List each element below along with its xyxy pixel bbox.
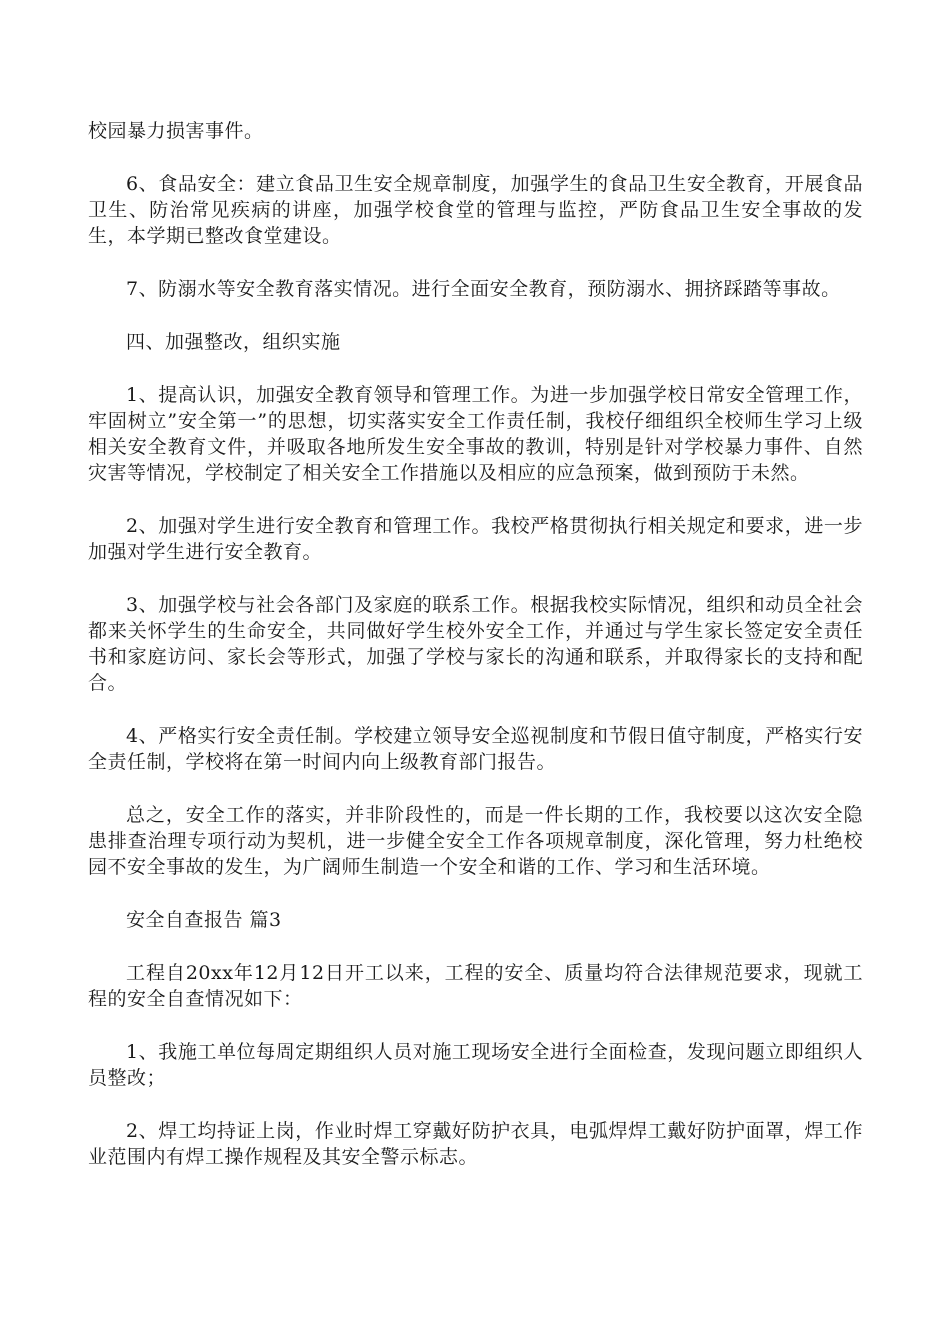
paragraph-inspection-item-1: 1、我施工单位每周定期组织人员对施工现场安全进行全面检查，发现问题立即组织人员整改；: [88, 1041, 863, 1089]
paragraph-inspection-item-2: 2、焊工均持证上岗，作业时焊工穿戴好防护衣具，电弧焊焊工戴好防护面罩，焊工作业范围内有焊工操作规程及其安全警示标志。: [88, 1120, 863, 1168]
paragraph-item-4: 4、严格实行安全责任制。学校建立领导安全巡视制度和节假日值守制度，严格实行安全责任制，学校将在第一时间内向上级教育部门报告。: [88, 725, 863, 773]
paragraph-summary: 总之，安全工作的落实，并非阶段性的，而是一件长期的工作，我校要以这次安全隐患排查治理专项行动为契机，进一步健全安全工作各项规章制度，深化管理，努力杜绝校园不安全事故的发生，为广阔师生制造一个安全和谐的工作、学习和生活环境。: [88, 804, 863, 878]
report-heading-part-3: 安全自查报告 篇3: [126, 909, 282, 931]
section-heading-rectification: 四、加强整改，组织实施: [126, 331, 341, 353]
paragraph-item-2: 2、加强对学生进行安全教育和管理工作。我校严格贯彻执行相关规定和要求，进一步加强对学生进行安全教育。: [88, 515, 863, 563]
paragraph-item-3: 3、加强学校与社会各部门及家庭的联系工作。根据我校实际情况，组织和动员全社会都来关怀学生的生命安全，共同做好学生校外安全工作，并通过与学生家长签定安全责任书和家庭访问、家长会等形式，加强了学校与家长的沟通和联系，并取得家长的支持和配合。: [88, 594, 863, 694]
paragraph-item-1: 1、提高认识，加强安全教育领导和管理工作。为进一步加强学校日常安全管理工作，牢固树立”安全第一”的思想，切实落实安全工作责任制，我校仔细组织全校师生学习上级相关安全教育文件，并吸取各地所发生安全事故的教训，特别是针对学校暴力事件、自然灾害等情况，学校制定了相关安全工作措施以及相应的应急预案，做到预防于未然。: [88, 384, 863, 484]
document-body: [88, 118, 863, 1197]
paragraph-project-intro: 工程自20xx年12月12日开工以来，工程的安全、质量均符合法律规范要求，现就工程的安全自查情况如下：: [88, 962, 863, 1010]
paragraph-food-safety: 6、食品安全：建立食品卫生安全规章制度，加强学生的食品卫生安全教育，开展食品卫生、防治常见疾病的讲座，加强学校食堂的管理与监控，严防食品卫生安全事故的发生，本学期已整改食堂建设。: [88, 173, 863, 247]
paragraph-continuation: 校园暴力损害事件。: [88, 120, 264, 142]
paragraph-drowning-prevention: 7、防溺水等安全教育落实情况。进行全面安全教育，预防溺水、拥挤踩踏等事故。: [126, 278, 841, 300]
